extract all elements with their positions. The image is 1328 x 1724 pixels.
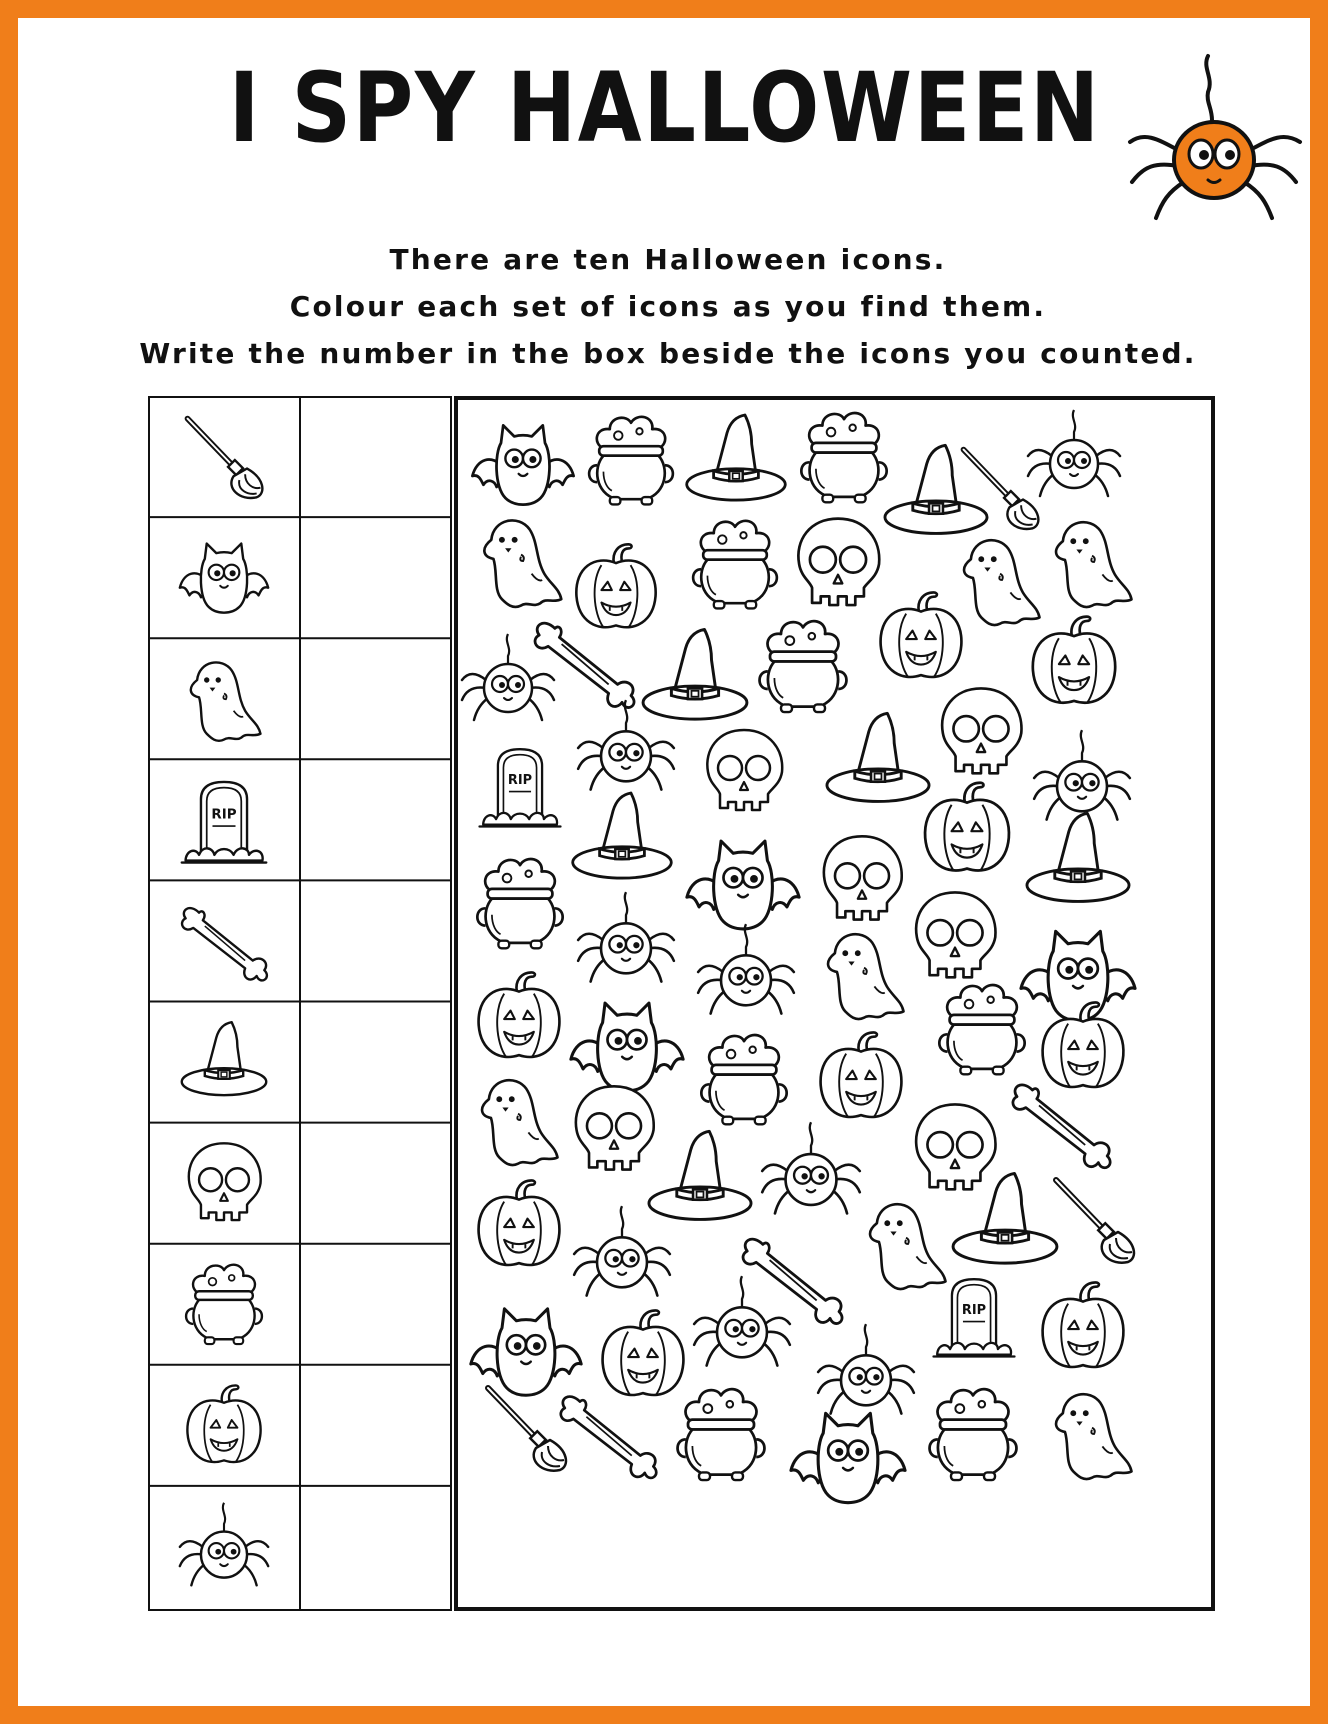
instruction-line-1: There are ten Halloween icons. <box>389 243 947 276</box>
page-title: I SPY HALLOWEEN <box>228 52 1101 164</box>
ghost-icon <box>870 1204 945 1289</box>
count-answer-box[interactable] <box>303 1369 449 1482</box>
bone-icon <box>561 1397 656 1478</box>
skull-icon <box>576 1086 654 1169</box>
count-answer-box[interactable] <box>303 1248 449 1361</box>
skull-icon <box>824 836 902 919</box>
pumpkin-icon <box>576 544 655 627</box>
pumpkin-icon <box>821 1032 902 1117</box>
count-answer-box[interactable] <box>303 642 449 755</box>
ghost-icon <box>828 934 903 1019</box>
pumpkin-icon <box>881 592 962 677</box>
cauldron-icon <box>939 985 1024 1074</box>
bone-icon <box>743 1239 842 1323</box>
pumpkin-icon <box>603 1310 684 1395</box>
witch-hat-icon <box>687 415 786 500</box>
witch-hat-icon <box>1027 813 1129 901</box>
count-answer-box[interactable] <box>303 521 449 634</box>
bat-icon <box>1021 931 1135 1020</box>
count-answer-box[interactable] <box>303 400 449 513</box>
cauldron-icon <box>930 1389 1017 1480</box>
bat-icon <box>791 1413 905 1502</box>
cauldron-icon <box>589 417 673 505</box>
svg-text:RIP: RIP <box>507 773 533 789</box>
tally-table <box>148 396 452 1611</box>
cauldron-icon <box>693 521 777 609</box>
cauldron-icon <box>701 1035 786 1124</box>
count-answer-box[interactable] <box>303 763 449 876</box>
witch-hat-icon <box>649 1131 751 1219</box>
ghost-icon <box>964 540 1039 625</box>
bat-icon <box>472 425 573 504</box>
broom-icon <box>1056 1180 1134 1263</box>
ghost-icon <box>1056 1394 1131 1479</box>
tally-grid <box>148 396 452 1611</box>
skull-icon <box>707 730 782 810</box>
count-answer-box[interactable] <box>303 1006 449 1119</box>
instruction-line-2: Colour each set of icons as you find them. <box>289 290 1047 323</box>
search-scene <box>454 396 1215 1611</box>
cauldron-icon <box>801 413 886 502</box>
ghost-icon <box>482 1080 557 1165</box>
search-scene-canvas <box>458 400 1211 1607</box>
spider-icon <box>698 924 794 1013</box>
witch-hat-icon <box>827 713 929 801</box>
count-answer-box[interactable] <box>303 1127 449 1240</box>
instructions <box>58 236 1278 377</box>
spider-icon <box>574 1206 670 1295</box>
spider-icon <box>1028 410 1120 496</box>
cauldron-icon <box>678 1389 765 1480</box>
spider-mascot-icon <box>1116 42 1316 222</box>
bat-icon <box>571 1003 683 1091</box>
ghost-icon <box>1056 522 1131 607</box>
spider-icon <box>818 1324 914 1413</box>
count-answer-box[interactable] <box>303 884 449 997</box>
pumpkin-icon <box>925 783 1009 871</box>
witch-hat-icon <box>573 793 672 878</box>
count-answer-box[interactable] <box>303 1490 449 1603</box>
cauldron-icon <box>477 859 562 948</box>
pumpkin-icon <box>1033 617 1115 703</box>
tombstone-icon <box>480 749 561 826</box>
pumpkin-icon <box>1043 1002 1124 1087</box>
skull-icon <box>916 1104 995 1189</box>
spider-icon <box>578 892 674 981</box>
spider-icon <box>762 1122 860 1213</box>
bat-icon <box>471 1309 581 1395</box>
skull-icon <box>916 892 995 977</box>
spider-icon <box>1034 730 1130 819</box>
witch-hat-icon <box>643 629 747 719</box>
cauldron-icon <box>760 621 847 712</box>
skull-icon <box>942 688 1021 773</box>
svg-text:RIP: RIP <box>211 807 237 823</box>
pumpkin-icon <box>479 1180 560 1265</box>
bat-icon <box>687 841 799 929</box>
ghost-icon <box>484 520 561 607</box>
svg-text:RIP: RIP <box>961 1303 987 1319</box>
spider-icon <box>694 1276 790 1365</box>
instruction-line-3: Write the number in the box beside the icons you counted. <box>139 337 1197 370</box>
pumpkin-icon <box>1043 1282 1124 1367</box>
tombstone-icon <box>934 1279 1015 1356</box>
pumpkin-icon <box>479 972 560 1057</box>
bone-icon <box>1013 1085 1110 1168</box>
broom-icon <box>488 1388 566 1471</box>
skull-icon <box>798 519 879 605</box>
